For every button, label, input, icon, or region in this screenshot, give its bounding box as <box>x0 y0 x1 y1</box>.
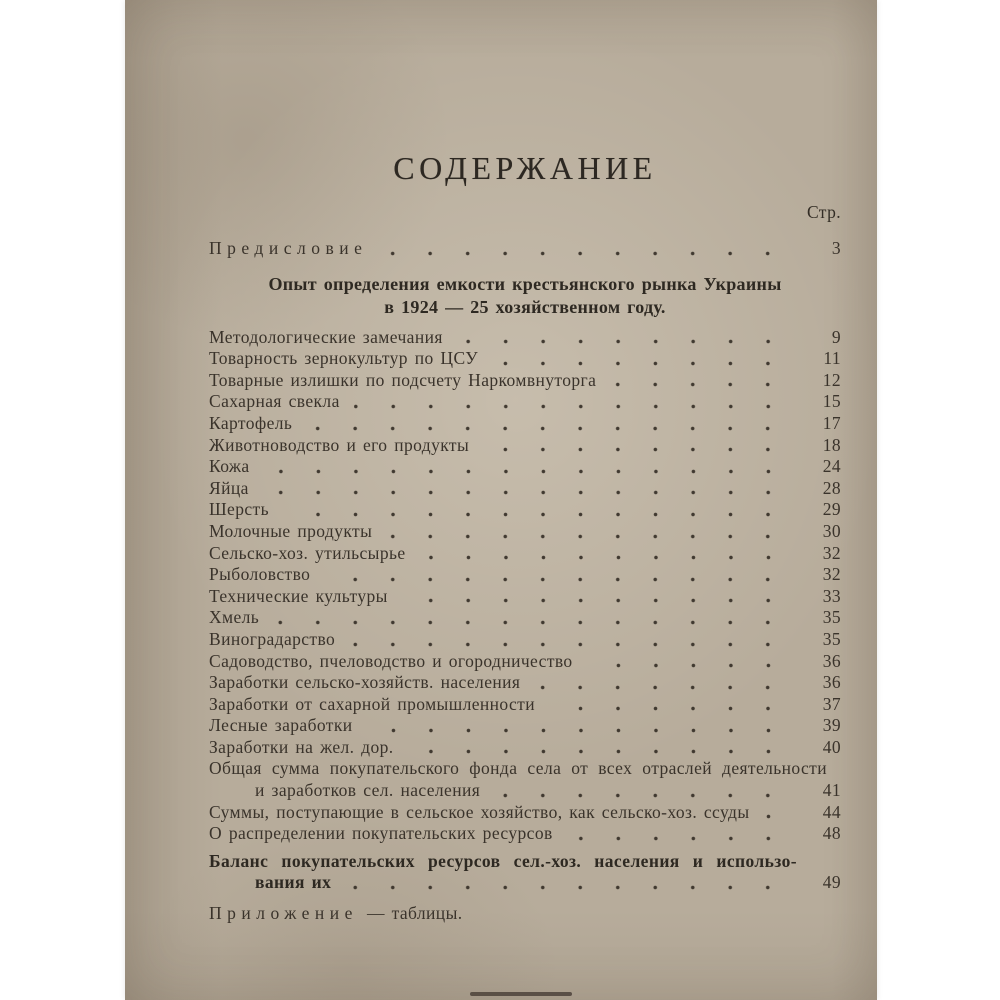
page-number: 32 <box>822 542 841 563</box>
dot-leader <box>264 456 803 478</box>
dot-leader <box>610 370 803 392</box>
page-number: 41 <box>822 780 841 801</box>
toc-entry-label: Виноградарство <box>209 628 336 649</box>
page-number: 35 <box>822 628 841 649</box>
toc-entry <box>209 586 841 608</box>
page-number: 44 <box>822 801 841 822</box>
toc-entry-label: Яйца <box>209 477 249 498</box>
toc-entry <box>209 802 841 824</box>
book-page <box>125 0 877 1000</box>
toc-entry-label: Картофель <box>209 412 293 433</box>
appendix-rest-label: — таблицы. <box>366 903 463 924</box>
toc-entry <box>209 435 841 457</box>
dot-leader <box>354 391 803 413</box>
toc-entry-label: вания их <box>255 872 332 893</box>
dot-leader <box>764 802 803 824</box>
page-number: 12 <box>822 369 841 390</box>
dot-leader <box>324 564 803 586</box>
dot-leader <box>483 435 803 457</box>
page-number: 29 <box>822 499 841 520</box>
bottom-rule <box>470 992 572 996</box>
page-number: 33 <box>822 585 841 606</box>
toc-entry-label: Животноводство и его продукты <box>209 434 470 455</box>
page-number: 15 <box>822 391 841 412</box>
table-of-contents <box>209 0 841 925</box>
dot-leader <box>567 823 803 845</box>
toc-entries <box>209 238 841 925</box>
toc-entry-label: Кожа <box>209 456 250 477</box>
dot-leader <box>386 521 803 543</box>
toc-entry <box>209 737 841 759</box>
toc-entry-label: Товарность зернокультур по ЦСУ <box>209 348 479 369</box>
page-number: 36 <box>822 672 841 693</box>
toc-entry-label: О распределении покупательских ресурсов <box>209 823 553 844</box>
toc-entry <box>209 327 841 349</box>
toc-entry-label: Хмель <box>209 607 260 628</box>
toc-entry <box>209 543 841 565</box>
dot-leader <box>549 694 803 716</box>
page-number: 30 <box>822 520 841 541</box>
toc-entry-label: Заработки сельско-хозяйств. населения <box>209 672 521 693</box>
toc-entry-label: Сахарная свекла <box>209 391 340 412</box>
toc-entry-label: и заработков сел. населения <box>255 780 481 801</box>
toc-entry <box>209 478 841 500</box>
dot-leader <box>349 629 803 651</box>
dot-leader <box>420 543 803 565</box>
toc-entry <box>209 651 841 673</box>
toc-entry-label: Сельско-хоз. утильсырье <box>209 542 406 563</box>
dot-leader <box>345 872 803 894</box>
toc-entry-label: Предисловие <box>209 238 368 258</box>
page-number: 24 <box>822 456 841 477</box>
section-heading-line: Опыт определения емкости крестьянского рынка Украины <box>268 273 782 294</box>
toc-entry <box>209 499 841 521</box>
dot-leader <box>283 499 803 521</box>
dot-leader <box>263 478 803 500</box>
dot-leader <box>408 737 803 759</box>
page-column-header: Стр. <box>806 202 841 222</box>
toc-entry-label: Методологические замечания <box>209 326 443 347</box>
toc-entry-label: Технические культуры <box>209 585 388 606</box>
toc-entry <box>209 629 841 651</box>
toc-entry <box>209 694 841 716</box>
toc-entry-label: Заработки от сахарной промышленности <box>209 693 535 714</box>
dot-leader <box>381 238 803 260</box>
toc-entry <box>209 872 841 894</box>
page-number: 17 <box>822 412 841 433</box>
page-number: 49 <box>822 872 841 893</box>
page-number: 28 <box>822 477 841 498</box>
appendix-note <box>209 903 841 925</box>
appendix-label: Приложение <box>209 903 358 924</box>
section-heading-line: в 1924 — 25 хозяйственном году. <box>384 296 666 317</box>
toc-entry-label: Товарные излишки по подсчету Наркомвнуторга <box>209 369 597 390</box>
toc-entry <box>209 607 841 629</box>
dot-leader <box>273 607 803 629</box>
toc-entry <box>209 238 841 260</box>
page-number: 36 <box>822 650 841 671</box>
page-number: 39 <box>822 715 841 736</box>
toc-entry-label: Садоводство, пчеловодство и огородничество <box>209 650 573 671</box>
toc-entry-label: Заработки на жел. дор. <box>209 736 394 757</box>
page-number: 35 <box>822 607 841 628</box>
section-heading <box>209 273 841 319</box>
dot-leader <box>492 348 803 370</box>
page-number: 11 <box>823 348 841 369</box>
toc-entry <box>209 521 841 543</box>
page-number: 32 <box>822 564 841 585</box>
toc-entry <box>209 715 841 737</box>
toc-entry <box>209 456 841 478</box>
toc-entry-label: Лесные заработки <box>209 715 353 736</box>
toc-entry <box>209 564 841 586</box>
page-number: 9 <box>831 326 841 347</box>
toc-entry-multiline <box>209 758 841 801</box>
toc-entry <box>209 672 841 694</box>
toc-entry-label: Рыболовство <box>209 564 311 585</box>
toc-entry <box>209 413 841 435</box>
dot-leader <box>306 413 803 435</box>
toc-entry <box>209 823 841 845</box>
page-number: 3 <box>831 238 841 258</box>
page-title: СОДЕРЖАНИЕ <box>393 150 657 186</box>
dot-leader <box>457 327 803 349</box>
page-number: 37 <box>822 693 841 714</box>
toc-entry-multiline <box>209 851 841 894</box>
toc-entry-line1: Общая сумма покупательского фонда села от всех отраслей деятельности <box>209 758 827 779</box>
page-number: 18 <box>822 434 841 455</box>
toc-entry <box>209 348 841 370</box>
toc-entry-label: Суммы, поступающие в сельское хозяйство, как сельско-хоз. ссуды <box>209 801 750 822</box>
toc-entry-label: Шерсть <box>209 499 269 520</box>
toc-entry <box>209 391 841 413</box>
dot-leader <box>494 780 803 802</box>
dot-leader <box>587 651 803 673</box>
toc-entry <box>209 370 841 392</box>
dot-leader <box>534 672 803 694</box>
dot-leader <box>402 586 803 608</box>
dot-leader <box>367 715 803 737</box>
toc-entry-label: Молочные продукты <box>209 520 373 541</box>
page-number: 40 <box>822 736 841 757</box>
toc-entry-line1: Баланс покупательских ресурсов сел.-хоз. населения и использо- <box>209 850 797 871</box>
page-number: 48 <box>822 823 841 844</box>
toc-entry <box>209 780 841 802</box>
